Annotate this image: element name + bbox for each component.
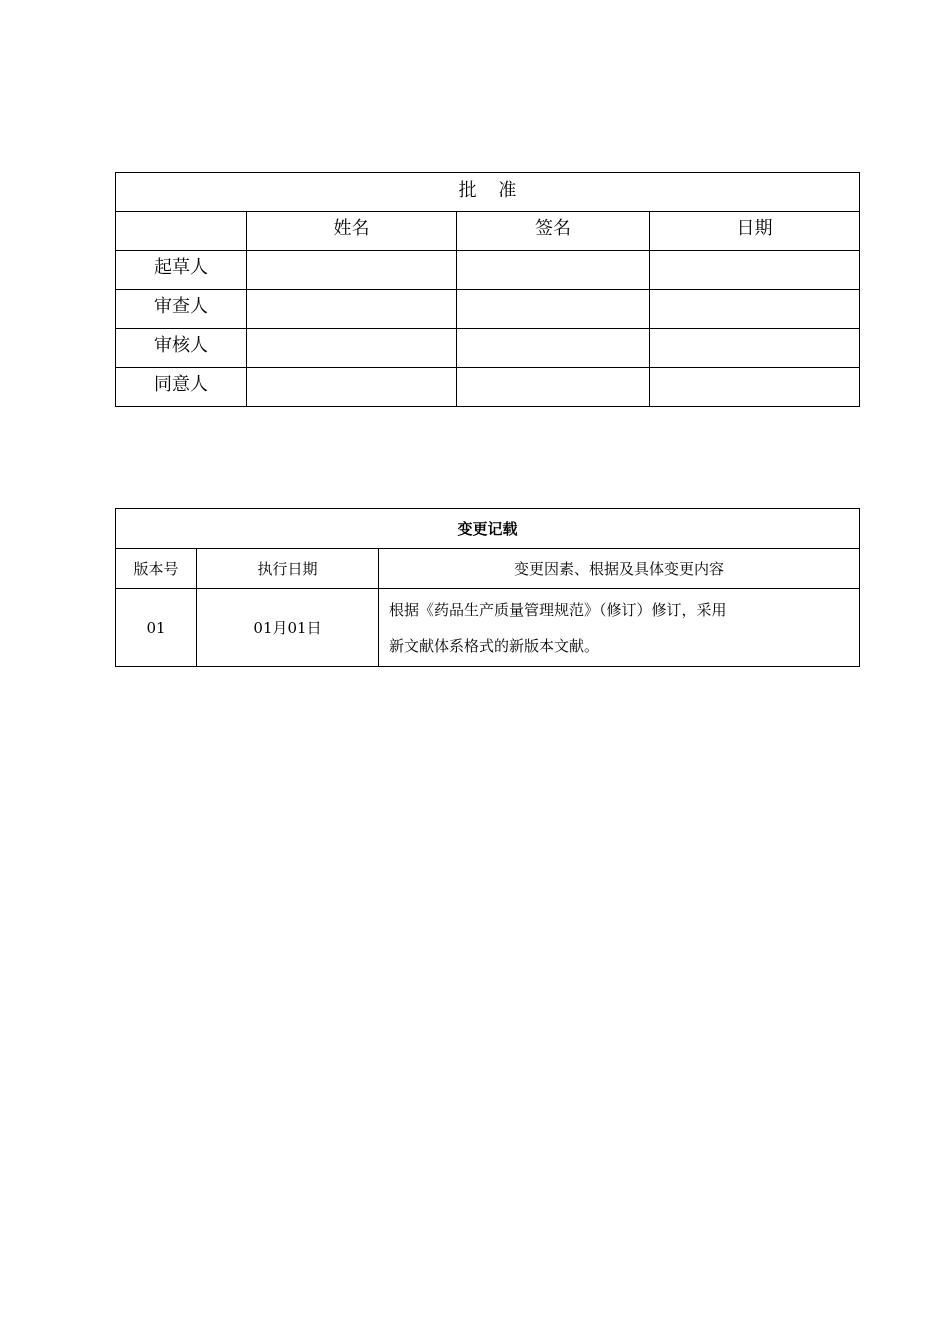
signature-cell [457,290,650,329]
effective-date-cell: 01月01日 [197,589,379,667]
change-row [116,589,860,667]
header-change-content: 变更因素、根据及具体变更内容 [379,549,860,589]
approval-row-approver [116,368,860,407]
change-content-line-2: 新文献体系格式的新版本文献。 [389,636,600,655]
role-label: 审查人 [116,290,247,329]
change-content-cell [379,589,860,667]
approval-title: 批 准 [116,173,860,212]
date-cell [650,368,860,407]
role-label: 同意人 [116,368,247,407]
change-record-table [115,508,860,667]
approval-table [115,172,860,407]
approval-row-auditor [116,329,860,368]
date-cell [650,251,860,290]
version-cell: 01 [116,589,197,667]
name-cell [247,251,457,290]
approval-header-signature: 签名 [457,212,650,251]
change-header-row [116,549,860,589]
approval-header-row [116,212,860,251]
name-cell [247,290,457,329]
date-cell [650,290,860,329]
name-cell [247,368,457,407]
header-effective-date: 执行日期 [197,549,379,589]
change-title-row [116,509,860,549]
approval-row-reviewer [116,290,860,329]
approval-header-date: 日期 [650,212,860,251]
name-cell [247,329,457,368]
approval-title-row [116,173,860,212]
approval-header-name: 姓名 [247,212,457,251]
change-content-line-1: 根据《药品生产质量管理规范》（修订）修订，采用 [389,600,727,619]
approval-row-drafter [116,251,860,290]
role-label: 起草人 [116,251,247,290]
signature-cell [457,251,650,290]
header-version: 版本号 [116,549,197,589]
signature-cell [457,368,650,407]
date-cell [650,329,860,368]
signature-cell [457,329,650,368]
change-record-title: 变更记载 [116,509,860,549]
approval-header-blank [116,212,247,251]
role-label: 审核人 [116,329,247,368]
